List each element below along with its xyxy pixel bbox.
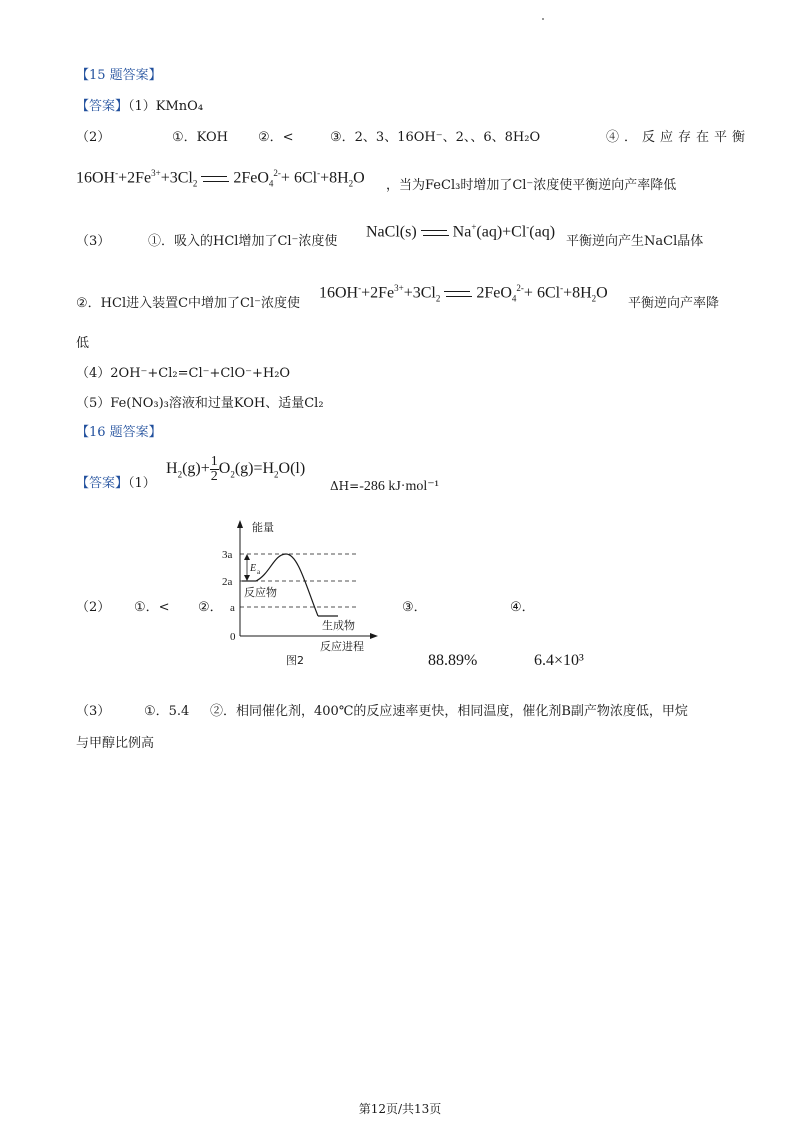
tick-a: a bbox=[230, 602, 235, 614]
page-footer: 第12页/共13页 bbox=[358, 1102, 442, 1116]
ea-label: E bbox=[250, 563, 257, 574]
equilibrium-arrow-icon bbox=[444, 289, 472, 299]
tick-3a: 3a bbox=[222, 549, 233, 561]
q16-part2-d: ④． bbox=[510, 600, 535, 615]
answer-label: 【答案】 bbox=[76, 476, 129, 491]
scan-dot bbox=[542, 18, 544, 20]
delta-h bbox=[330, 478, 439, 495]
q16-header: 【16 题答案】 bbox=[76, 425, 162, 440]
q16-part2-d-value: 6.4×10³ bbox=[534, 652, 584, 669]
q16-answer-1 bbox=[76, 472, 156, 491]
q15-part4: （4）2OH⁻+Cl₂=Cl⁻+ClO⁻+H₂O bbox=[76, 366, 291, 381]
y-axis-label: 能量 bbox=[252, 521, 274, 534]
equation-2: $16OH^-+2Fe^{3+}+3Cl_2$ $2FeO_4^{2-}+ 6Cl^-+8H_2O$ bbox=[319, 283, 608, 304]
equation-1: $16OH^-+2Fe^{3+}+3Cl_2$ $2FeO_4^{2-}+ 6Cl^-+8H_2O$ bbox=[76, 168, 365, 189]
q15-part2-c: ③．2、3、16OH⁻、2、、6、8H₂O bbox=[330, 130, 541, 145]
q15-part3-b-tail: 平衡逆向产率降 bbox=[628, 296, 720, 311]
q15-answer-1 bbox=[76, 95, 203, 114]
q16-part2-c: ③． bbox=[402, 600, 427, 615]
tick-0: 0 bbox=[230, 631, 236, 643]
q15-part3-label: （3） bbox=[76, 234, 111, 249]
y-axis-arrow-icon bbox=[237, 520, 243, 528]
answer-label: 【答案】 bbox=[76, 99, 129, 114]
q15-header: 【15 题答案】 bbox=[76, 68, 162, 83]
equilibrium-arrow-icon bbox=[201, 174, 229, 184]
q15-part3-a: ①．吸入的HCl增加了Cl⁻浓度使 bbox=[148, 234, 338, 249]
tick-2a: 2a bbox=[222, 576, 233, 588]
ea-sub-label: a bbox=[257, 568, 261, 576]
q15-part2-label: （2） bbox=[76, 130, 111, 145]
q16-part2-a: ①．< bbox=[134, 600, 170, 615]
q16-part2-c-value: 88.89% bbox=[428, 652, 478, 669]
ea-arrow-down-icon bbox=[244, 575, 250, 581]
q15-part1: （1）KMnO₄ bbox=[128, 99, 204, 114]
reaction-curve bbox=[256, 554, 318, 616]
energy-diagram bbox=[222, 516, 382, 668]
product-label: 生成物 bbox=[322, 619, 355, 632]
x-axis-arrow-icon bbox=[370, 633, 378, 639]
q15-part3-b: ②．HCl进入装置C中增加了Cl⁻浓度使 bbox=[76, 296, 301, 311]
q16-part3-a: ①．5.4 bbox=[144, 704, 190, 719]
equation-nacl: NaCl(s) Na+(aq)+Cl-(aq) bbox=[366, 222, 556, 241]
q16-part3-b: ②．相同催化剂，400℃的反应速率更快，相同温度，催化剂B副产物浓度低，甲烷 bbox=[210, 704, 688, 719]
q16-part1-label: （1） bbox=[128, 476, 156, 491]
x-axis-label: 反应进程 bbox=[320, 640, 364, 653]
fraction-half: $\frac{1}{2}$ bbox=[210, 454, 218, 484]
equation-h2: $H_2(g)+$ $\frac{1}{2}$ $O_2(g)=H_2O(l)$ bbox=[166, 454, 306, 484]
delta-h-label: ΔH= bbox=[330, 479, 360, 493]
equilibrium-arrow-icon bbox=[421, 228, 449, 238]
q15-part3-tail: 平衡逆向产生NaCl晶体 bbox=[566, 234, 704, 249]
q15-part5: （5）Fe(NO₃)₃溶液和过量KOH、适量Cl₂ bbox=[76, 396, 324, 411]
delta-h-value: -286 kJ·mol⁻¹ bbox=[359, 479, 439, 494]
q15-part2-d: ④．反应存在平衡 bbox=[606, 130, 751, 145]
q15-part2-b: ②．< bbox=[258, 130, 294, 145]
q15-part3-b-end: 低 bbox=[76, 336, 90, 351]
q16-part2-b: ②． bbox=[198, 600, 223, 615]
diagram-caption: 图2 bbox=[286, 654, 304, 667]
equation-1-tail: ，当为FeCl₃时增加了Cl⁻浓度使平衡逆向产率降低 bbox=[386, 178, 677, 193]
q15-part2-a: ①．KOH bbox=[172, 130, 229, 145]
q16-part3-label: （3） bbox=[76, 704, 111, 719]
q16-part3-c: 与甲醇比例高 bbox=[76, 736, 155, 751]
q16-part2-label: （2） bbox=[76, 600, 111, 615]
ea-arrow-up-icon bbox=[244, 554, 250, 560]
reactant-label: 反应物 bbox=[244, 586, 277, 599]
